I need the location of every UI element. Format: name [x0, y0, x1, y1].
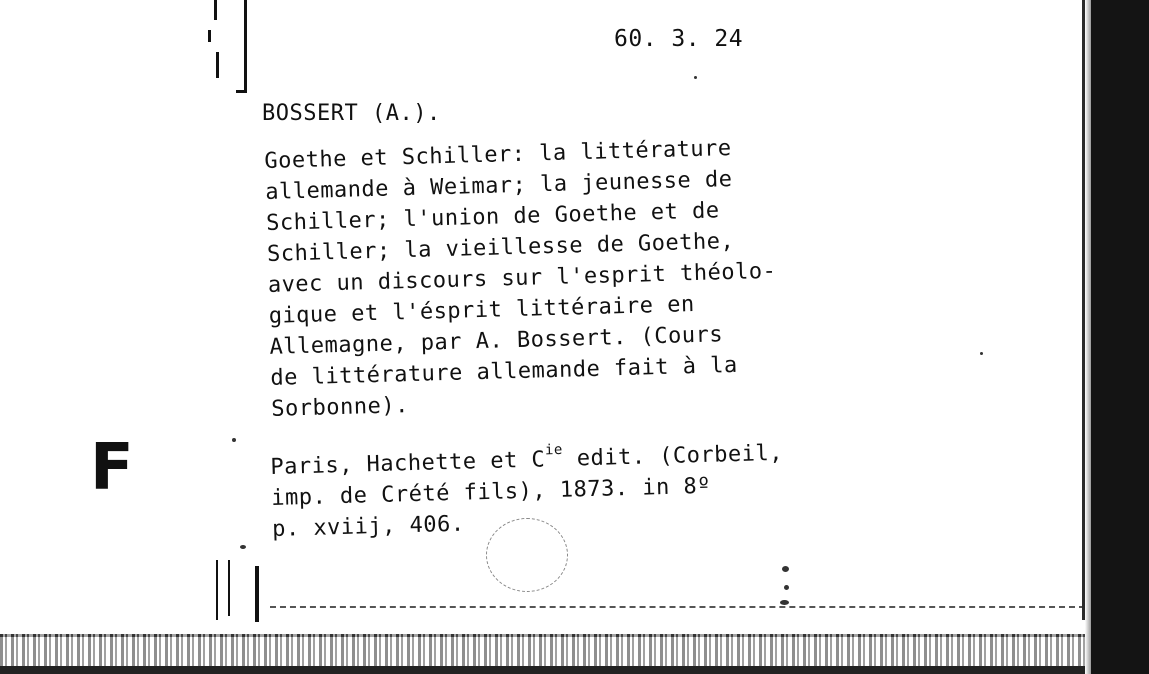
author-heading: BOSSERT (A.). [262, 101, 441, 126]
margin-tick [208, 30, 211, 42]
scan-speck [694, 76, 697, 79]
margin-tick [228, 560, 230, 616]
description-line: de littérature allemande fait à la [270, 352, 739, 391]
description-line: allemande à Weimar; la jeunesse de [264, 166, 733, 205]
scan-speck [780, 600, 789, 605]
description-line: gique et l'ésprit littéraire en [268, 292, 696, 329]
corner-bracket-mark [236, 0, 247, 93]
scan-right-border [1091, 0, 1149, 674]
marginal-letter: F [90, 431, 134, 505]
scan-bottom-border [0, 666, 1149, 674]
scan-speck [980, 352, 983, 355]
scan-speck [782, 566, 789, 572]
margin-tick [255, 566, 259, 622]
description-line: Goethe et Schiller: la littérature [264, 135, 732, 174]
description-line: avec un discours sur l'esprit théolo- [267, 258, 777, 298]
scan-speck [240, 545, 246, 549]
faint-stamp-outline [486, 518, 568, 592]
imprint-edition: edit. (Corbeil, [562, 440, 784, 472]
margin-tick [216, 560, 218, 620]
description-line: Schiller; la vieillesse de Goethe, [266, 228, 735, 267]
reference-number: 60. 3. 24 [614, 26, 744, 52]
imprint-superscript: ie [544, 441, 564, 459]
description-line: Allemagne, par A. Bossert. (Cours [269, 322, 724, 360]
imprint-publisher: Paris, Hachette et C [270, 447, 546, 480]
card-bottom-dashed-edge [270, 606, 1085, 608]
description-line: Schiller; l'union de Goethe et de [265, 198, 720, 236]
description-line: Sorbonne). [271, 393, 410, 422]
imprint-line-3: p. xviij, 406. [271, 511, 465, 542]
scan-speck [232, 438, 236, 442]
imprint-line-2: imp. de Crété fils), 1873. in 8º [270, 473, 712, 511]
title-description [264, 132, 780, 425]
margin-tick [216, 52, 219, 78]
margin-tick [214, 0, 217, 20]
scan-speck [784, 585, 789, 590]
